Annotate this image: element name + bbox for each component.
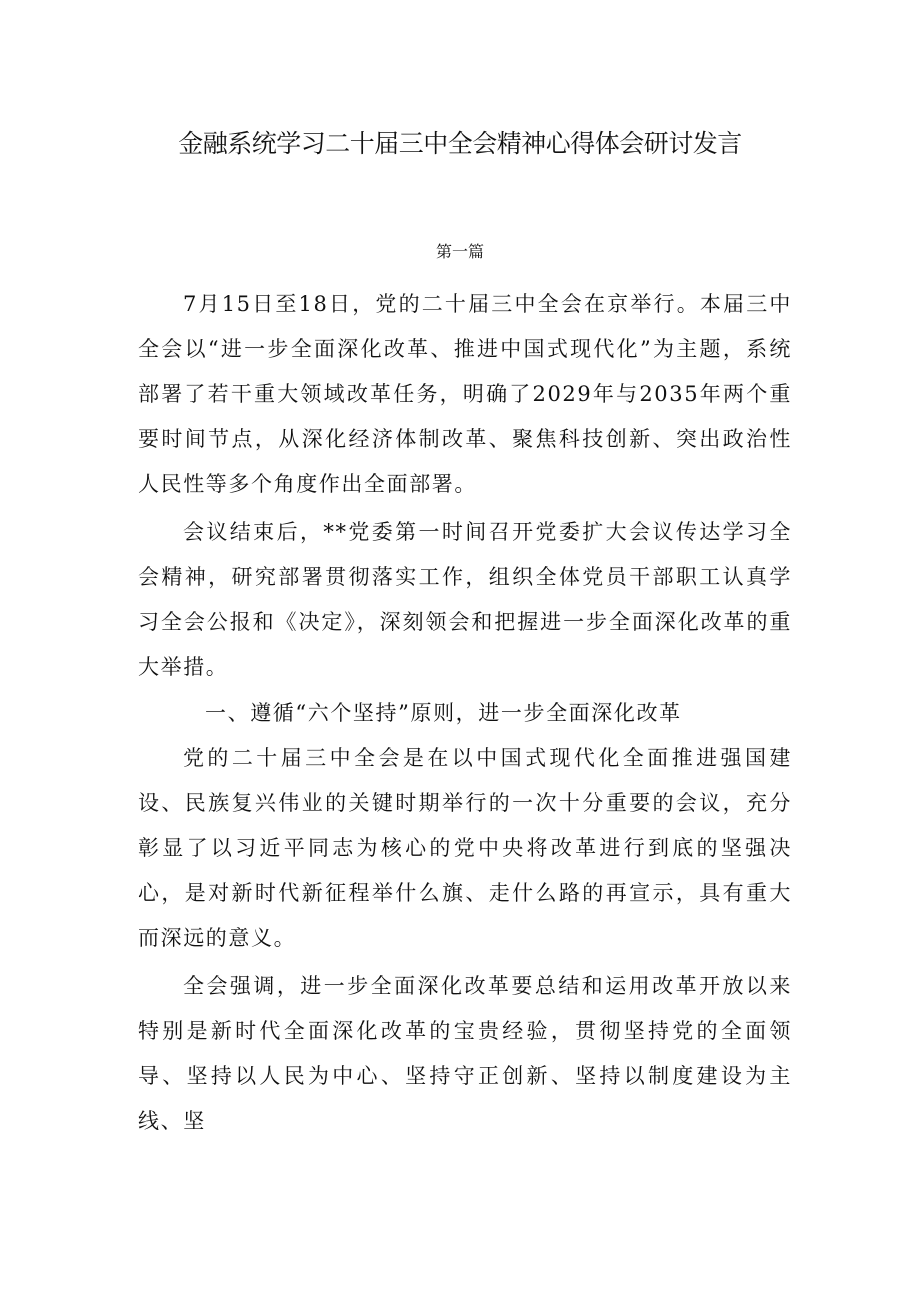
section-heading: 一、遵循“六个坚持”原则，进一步全面深化改革 [205, 701, 682, 725]
paragraph: 7月15日至18日，党的二十届三中全会在京举行。本届三中全会以“进一步全面深化改革、推进中国式现代化”为主题，系统部署了若干重大领域改革任务，明确了2029年与2035年两个重要时间节点，从深化经济体制改革、聚焦科技创新、突出政治性人民性等多个角度作出全面部署。 [138, 292, 792, 496]
document-body [138, 282, 792, 1144]
document-title: 金融系统学习二十届三中全会精神心得体会研讨发言 [178, 129, 742, 158]
document-subtitle: 第一篇 [435, 242, 484, 261]
paragraph: 会议结束后，**党委第一时间召开党委扩大会议传达学习全会精神，研究部署贯彻落实工作，组织全体党员干部职工认真学习全会公报和《决定》，深刻领会和把握进一步全面深化改革的重大举措。 [138, 520, 792, 679]
paragraph: 全会强调，进一步全面深化改革要总结和运用改革开放以来特别是新时代全面深化改革的宝贵经验，贯彻坚持党的全面领导、坚持以人民为中心、坚持守正创新、坚持以制度建设为主线、坚 [138, 974, 792, 1133]
paragraph: 党的二十届三中全会是在以中国式现代化全面推进强国建设、民族复兴伟业的关键时期举行的一次十分重要的会议，充分彰显了以习近平同志为核心的党中央将改革进行到底的坚强决心，是对新时代新征程举什么旗、走什么路的再宣示，具有重大而深远的意义。 [138, 746, 792, 950]
